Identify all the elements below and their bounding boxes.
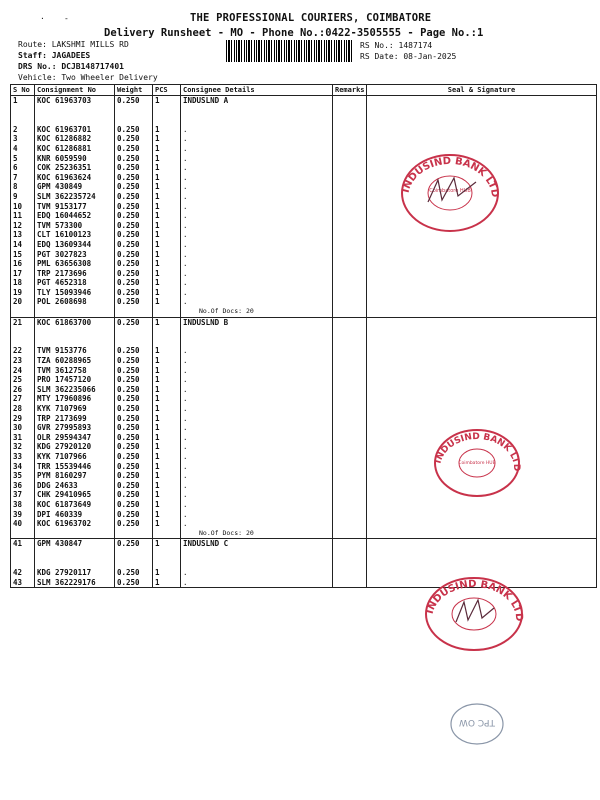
entry-dot: . bbox=[183, 365, 188, 375]
cell-value: TRP 2173699 bbox=[37, 413, 87, 423]
cell-value: KOC 61286882 bbox=[37, 134, 92, 144]
entry-dot: . bbox=[183, 451, 188, 461]
cell-value: 1 bbox=[155, 432, 160, 442]
cell-value: 24 bbox=[13, 365, 23, 375]
cell-value: 0.250 bbox=[117, 163, 140, 173]
cell-value: 0.250 bbox=[117, 519, 140, 529]
cell-sno bbox=[11, 539, 35, 588]
cell-value: 0.250 bbox=[117, 182, 140, 192]
cell-value: 0.250 bbox=[117, 191, 140, 201]
cell-value: 0.250 bbox=[117, 499, 140, 509]
cell-value: KDG 27920120 bbox=[37, 442, 92, 452]
cell-value: 1 bbox=[155, 413, 160, 423]
cell-value: 0.250 bbox=[117, 539, 140, 549]
cell-value: 0.250 bbox=[117, 568, 140, 578]
col-consignee: Consignee Details bbox=[181, 85, 333, 96]
cell-consignment bbox=[35, 317, 115, 539]
docs-count: No.Of Docs: 20 bbox=[199, 528, 254, 537]
cell-value: 1 bbox=[155, 153, 160, 163]
cell-value: 40 bbox=[13, 519, 23, 529]
cell-value: TRP 2173696 bbox=[37, 268, 87, 278]
cell-value: 17 bbox=[13, 268, 23, 278]
cell-value: KOC 61963701 bbox=[37, 124, 92, 134]
cell-value: 1 bbox=[155, 249, 160, 259]
table-header-row bbox=[11, 85, 597, 96]
cell-value: 0.250 bbox=[117, 249, 140, 259]
cell-weight bbox=[115, 539, 153, 588]
cell-value: 38 bbox=[13, 499, 23, 509]
cell-value: 0.250 bbox=[117, 124, 140, 134]
cell-value: KOC 61286881 bbox=[37, 143, 92, 153]
cell-value: 27 bbox=[13, 394, 23, 404]
entry-dot: . bbox=[183, 297, 188, 307]
cell-value: 8 bbox=[13, 182, 18, 192]
company-title: THE PROFESSIONAL COURIERS, COIMBATORE bbox=[190, 12, 432, 24]
cell-value: 20 bbox=[13, 297, 23, 307]
cell-value: COK 25236351 bbox=[37, 163, 92, 173]
stamp-text: INDUSIND BANK LTD bbox=[433, 431, 522, 472]
cell-value: 35 bbox=[13, 471, 23, 481]
entry-dot: . bbox=[183, 423, 188, 433]
cell-value: CLT 16100123 bbox=[37, 230, 92, 240]
cell-value: KYK 7107969 bbox=[37, 404, 87, 413]
cell-value: 39 bbox=[13, 509, 23, 519]
cell-value: TRR 15539446 bbox=[37, 461, 92, 471]
signature-mark bbox=[456, 600, 494, 622]
cell-value: 29 bbox=[13, 413, 23, 423]
cell-value: 0.250 bbox=[117, 317, 140, 327]
cell-value: 13 bbox=[13, 230, 23, 240]
cell-value: 1 bbox=[155, 451, 160, 461]
cell-value: 0.250 bbox=[117, 490, 140, 500]
cell-value: GPM 430847 bbox=[37, 539, 83, 549]
entry-dot: . bbox=[183, 480, 188, 490]
cell-value: 1 bbox=[155, 124, 160, 134]
cell-weight bbox=[115, 96, 153, 318]
cell-value: 33 bbox=[13, 451, 23, 461]
rs-number: RS No.: 1487174 bbox=[360, 41, 433, 50]
route-label: Route: LAKSHMI MILLS RD bbox=[18, 40, 129, 49]
cell-value: 1 bbox=[155, 191, 160, 201]
cell-value: 1 bbox=[155, 375, 160, 385]
cell-value: 41 bbox=[13, 539, 23, 549]
cell-pcs bbox=[153, 539, 181, 588]
cell-value: CHK 29410965 bbox=[37, 490, 92, 500]
cell-value: 1 bbox=[155, 442, 160, 452]
cell-value: 0.250 bbox=[117, 153, 140, 163]
cell-value: 0.250 bbox=[117, 278, 140, 288]
cell-value: 21 bbox=[13, 317, 23, 327]
cell-value: 0.250 bbox=[117, 442, 140, 452]
entry-dot: . bbox=[183, 153, 188, 163]
cell-value: 4 bbox=[13, 143, 18, 153]
entry-dot: . bbox=[183, 490, 188, 500]
entry-dot: . bbox=[183, 172, 188, 182]
cell-value: 11 bbox=[13, 211, 23, 221]
cell-value: 1 bbox=[155, 268, 160, 278]
entry-dot: . bbox=[183, 577, 188, 587]
cell-value: PYM 8160297 bbox=[37, 471, 87, 481]
cell-value: 16 bbox=[13, 259, 23, 269]
cell-value: 43 bbox=[13, 577, 23, 587]
entry-dot: . bbox=[183, 519, 188, 529]
cell-value: GVR 27995893 bbox=[37, 423, 92, 433]
cell-remarks bbox=[333, 317, 367, 539]
bank-stamp-1 bbox=[398, 150, 502, 236]
cell-value: SLM 362229176 bbox=[37, 577, 96, 587]
cell-value: 1 bbox=[155, 490, 160, 500]
cell-value: MTY 17960896 bbox=[37, 394, 92, 404]
cell-value: 0.250 bbox=[117, 375, 140, 385]
cell-value: 1 bbox=[155, 220, 160, 230]
cell-value: 1 bbox=[155, 201, 160, 211]
cell-value: 1 bbox=[155, 134, 160, 144]
cell-value: 1 bbox=[155, 394, 160, 404]
cell-value: 0.250 bbox=[117, 461, 140, 471]
cell-value: PGT 4652318 bbox=[37, 278, 87, 288]
cell-value: PGT 3027823 bbox=[37, 249, 87, 259]
entry-dot: . bbox=[183, 568, 188, 578]
cell-value: 0.250 bbox=[117, 413, 140, 423]
entry-dot: . bbox=[183, 499, 188, 509]
runsheet-subtitle: Delivery Runsheet - MO - Phone No.:0422-3505555 - Page No.:1 bbox=[104, 27, 484, 39]
cell-value: 0.250 bbox=[117, 451, 140, 461]
cell-value: 0.250 bbox=[117, 577, 140, 587]
cell-value: EDQ 16044652 bbox=[37, 211, 92, 221]
cell-value: 0.250 bbox=[117, 404, 140, 413]
cell-value: 0.250 bbox=[117, 230, 140, 240]
cell-value: 0.250 bbox=[117, 365, 140, 375]
cell-sno bbox=[11, 96, 35, 318]
cell-value: 1 bbox=[155, 519, 160, 529]
cell-value: 0.250 bbox=[117, 509, 140, 519]
cell-value: 18 bbox=[13, 278, 23, 288]
entry-dot: . bbox=[183, 375, 188, 385]
cell-value: 0.250 bbox=[117, 297, 140, 307]
entry-dot: . bbox=[183, 287, 188, 297]
col-seal: Seal & Signature bbox=[367, 85, 597, 96]
entry-dot: . bbox=[183, 394, 188, 404]
cell-value: 1 bbox=[155, 461, 160, 471]
stamp-text: INDUSIND BANK LTD bbox=[424, 578, 525, 622]
cell-value: 42 bbox=[13, 568, 23, 578]
bank-stamp-2 bbox=[432, 426, 522, 500]
cell-value: 1 bbox=[155, 211, 160, 221]
cell-value: KOC 61963703 bbox=[37, 96, 92, 105]
cell-value: 0.250 bbox=[117, 356, 140, 366]
cell-value: INDUSLND C bbox=[183, 539, 229, 549]
cell-value: 0.250 bbox=[117, 134, 140, 144]
entry-dot: . bbox=[183, 249, 188, 259]
cell-consignment bbox=[35, 96, 115, 318]
cell-value: 0.250 bbox=[117, 346, 140, 356]
cell-value: 1 bbox=[155, 259, 160, 269]
cell-value: 1 bbox=[155, 365, 160, 375]
cell-value: TLY 15093946 bbox=[37, 287, 92, 297]
cell-value: SLM 362235724 bbox=[37, 191, 96, 201]
runsheet-table bbox=[10, 84, 597, 588]
cell-value: 0.250 bbox=[117, 172, 140, 182]
cell-consignee bbox=[181, 539, 333, 588]
cell-value: 3 bbox=[13, 134, 18, 144]
cell-value: 1 bbox=[155, 577, 160, 587]
cell-value: 15 bbox=[13, 249, 23, 259]
entry-dot: . bbox=[183, 201, 188, 211]
cell-value: 1 bbox=[155, 278, 160, 288]
cell-value: 0.250 bbox=[117, 480, 140, 490]
cell-value: KOC 61873649 bbox=[37, 499, 92, 509]
cell-value: 7 bbox=[13, 172, 18, 182]
cell-value: DPI 460339 bbox=[37, 509, 83, 519]
cell-value: KOC 61863700 bbox=[37, 317, 92, 327]
cell-value: TVM 3612758 bbox=[37, 365, 87, 375]
cell-value: 1 bbox=[155, 172, 160, 182]
cell-value: INDUSLND A bbox=[183, 96, 229, 105]
cell-value: 1 bbox=[155, 239, 160, 249]
cell-value: 10 bbox=[13, 201, 23, 211]
entry-dot: . bbox=[183, 220, 188, 230]
cell-value: PML 63656308 bbox=[37, 259, 92, 269]
vehicle-label: Vehicle: Two Wheeler Delivery bbox=[18, 73, 158, 82]
cell-value: 28 bbox=[13, 404, 23, 413]
cell-consignee bbox=[181, 96, 333, 318]
rs-date: RS Date: 08-Jan-2025 bbox=[360, 52, 457, 61]
entry-dot: . bbox=[183, 239, 188, 249]
cell-value: 22 bbox=[13, 346, 23, 356]
faint-stamp bbox=[448, 700, 506, 748]
cell-value: OLR 29594347 bbox=[37, 432, 92, 442]
cell-value: TVM 9153776 bbox=[37, 346, 87, 356]
cell-value: KDG 27920117 bbox=[37, 568, 92, 578]
cell-value: TVM 573300 bbox=[37, 220, 83, 230]
col-pcs: PCS bbox=[153, 85, 181, 96]
cell-value: 1 bbox=[155, 346, 160, 356]
cell-value: KYK 7107966 bbox=[37, 451, 87, 461]
cell-value: INDUSLND B bbox=[183, 317, 229, 327]
cell-value: 1 bbox=[155, 297, 160, 307]
stamp-centre-text: Coimbatore HUB bbox=[458, 461, 496, 466]
cell-value: 1 bbox=[155, 317, 160, 327]
entry-dot: . bbox=[183, 124, 188, 134]
svg-text:INDUSIND BANK LTD bbox=[425, 579, 525, 622]
cell-value: KOC 61963702 bbox=[37, 519, 92, 529]
barcode-image bbox=[226, 40, 354, 62]
entry-dot: . bbox=[183, 509, 188, 519]
cell-value: 1 bbox=[155, 509, 160, 519]
cell-weight bbox=[115, 317, 153, 539]
cell-value: 1 bbox=[155, 182, 160, 192]
entry-dot: . bbox=[183, 230, 188, 240]
entry-dot: . bbox=[183, 461, 188, 471]
cell-value: TZA 60288965 bbox=[37, 356, 92, 366]
cell-value: 0.250 bbox=[117, 287, 140, 297]
stamp-text: INDUSIND BANK LTD bbox=[400, 155, 501, 199]
entry-dot: . bbox=[183, 134, 188, 144]
entry-dot: . bbox=[183, 384, 188, 394]
cell-value: 5 bbox=[13, 153, 18, 163]
cell-value: 1 bbox=[155, 143, 160, 153]
cell-value: 0.250 bbox=[117, 384, 140, 394]
faint-stamp-text: TPC OW bbox=[458, 717, 496, 727]
cell-value: 26 bbox=[13, 384, 23, 394]
cell-value: 0.250 bbox=[117, 423, 140, 433]
cell-sno bbox=[11, 317, 35, 539]
entry-dot: . bbox=[183, 442, 188, 452]
entry-dot: . bbox=[183, 259, 188, 269]
cell-value: 1 bbox=[155, 480, 160, 490]
col-sno: S No bbox=[11, 85, 35, 96]
cell-value: 1 bbox=[155, 568, 160, 578]
cell-value: 0.250 bbox=[117, 471, 140, 481]
entry-dot: . bbox=[183, 163, 188, 173]
cell-value: 9 bbox=[13, 191, 18, 201]
cell-value: 1 bbox=[155, 404, 160, 413]
cell-value: 1 bbox=[155, 356, 160, 366]
staff-label: Staff: JAGADEES bbox=[18, 51, 91, 60]
cell-value: POL 2608698 bbox=[37, 297, 87, 307]
entry-dot: . bbox=[183, 278, 188, 288]
cell-value: 19 bbox=[13, 287, 23, 297]
cell-value: 1 bbox=[155, 384, 160, 394]
cell-value: 0.250 bbox=[117, 201, 140, 211]
entry-dot: . bbox=[183, 471, 188, 481]
entry-dot: . bbox=[183, 268, 188, 278]
cell-value: GPM 430849 bbox=[37, 182, 83, 192]
cell-remarks bbox=[333, 539, 367, 588]
cell-value: 32 bbox=[13, 442, 23, 452]
cell-value: 1 bbox=[13, 96, 18, 105]
bank-stamp-3 bbox=[422, 574, 526, 654]
cell-value: 1 bbox=[155, 539, 160, 549]
entry-dot: . bbox=[183, 413, 188, 423]
cell-value: SLM 362235066 bbox=[37, 384, 96, 394]
cell-value: 23 bbox=[13, 356, 23, 366]
cell-value: KNR 6059590 bbox=[37, 153, 87, 163]
cell-value: 0.250 bbox=[117, 96, 140, 105]
cell-value: 0.250 bbox=[117, 259, 140, 269]
entry-dot: . bbox=[183, 211, 188, 221]
cell-value: 0.250 bbox=[117, 268, 140, 278]
entry-dot: . bbox=[183, 191, 188, 201]
entry-dot: . bbox=[183, 404, 188, 413]
cell-remarks bbox=[333, 96, 367, 318]
cell-value: 0.250 bbox=[117, 143, 140, 153]
stamp-centre-text: Coimbatore HUB bbox=[429, 188, 471, 194]
entry-dot: . bbox=[183, 432, 188, 442]
cell-pcs bbox=[153, 317, 181, 539]
cell-value: 12 bbox=[13, 220, 23, 230]
cell-value: 0.250 bbox=[117, 211, 140, 221]
scan-speck: · bbox=[40, 14, 45, 23]
cell-consignment bbox=[35, 539, 115, 588]
cell-value: 14 bbox=[13, 239, 23, 249]
cell-value: 2 bbox=[13, 124, 18, 134]
col-weight: Weight bbox=[115, 85, 153, 96]
cell-consignee bbox=[181, 317, 333, 539]
col-remarks: Remarks bbox=[333, 85, 367, 96]
scan-speck: - bbox=[64, 14, 69, 23]
cell-value: TVM 9153177 bbox=[37, 201, 87, 211]
cell-pcs bbox=[153, 96, 181, 318]
cell-value: 1 bbox=[155, 471, 160, 481]
cell-value: 0.250 bbox=[117, 220, 140, 230]
cell-value: 1 bbox=[155, 96, 160, 105]
cell-value: 6 bbox=[13, 163, 18, 173]
cell-value: 1 bbox=[155, 499, 160, 509]
cell-value: 0.250 bbox=[117, 432, 140, 442]
entry-dot: . bbox=[183, 143, 188, 153]
cell-value: 1 bbox=[155, 423, 160, 433]
cell-value: 0.250 bbox=[117, 394, 140, 404]
cell-value: 25 bbox=[13, 375, 23, 385]
cell-value: 36 bbox=[13, 480, 23, 490]
cell-value: KOC 61963624 bbox=[37, 172, 92, 182]
cell-value: 31 bbox=[13, 432, 23, 442]
drs-label: DRS No.: DCJB148717401 bbox=[18, 62, 124, 71]
entry-dot: . bbox=[183, 182, 188, 192]
cell-value: 1 bbox=[155, 230, 160, 240]
consignee-group bbox=[11, 96, 597, 318]
entry-dot: . bbox=[183, 356, 188, 366]
cell-value: 34 bbox=[13, 461, 23, 471]
cell-value: 1 bbox=[155, 163, 160, 173]
cell-value: DDG 24633 bbox=[37, 480, 78, 490]
cell-value: EDQ 13609344 bbox=[37, 239, 92, 249]
cell-value: 0.250 bbox=[117, 239, 140, 249]
cell-value: 37 bbox=[13, 490, 23, 500]
docs-count: No.Of Docs: 20 bbox=[199, 307, 254, 316]
cell-value: PRO 17457120 bbox=[37, 375, 92, 385]
cell-value: 30 bbox=[13, 423, 23, 433]
col-consignment: Consignment No bbox=[35, 85, 115, 96]
cell-value: 1 bbox=[155, 287, 160, 297]
entry-dot: . bbox=[183, 346, 188, 356]
